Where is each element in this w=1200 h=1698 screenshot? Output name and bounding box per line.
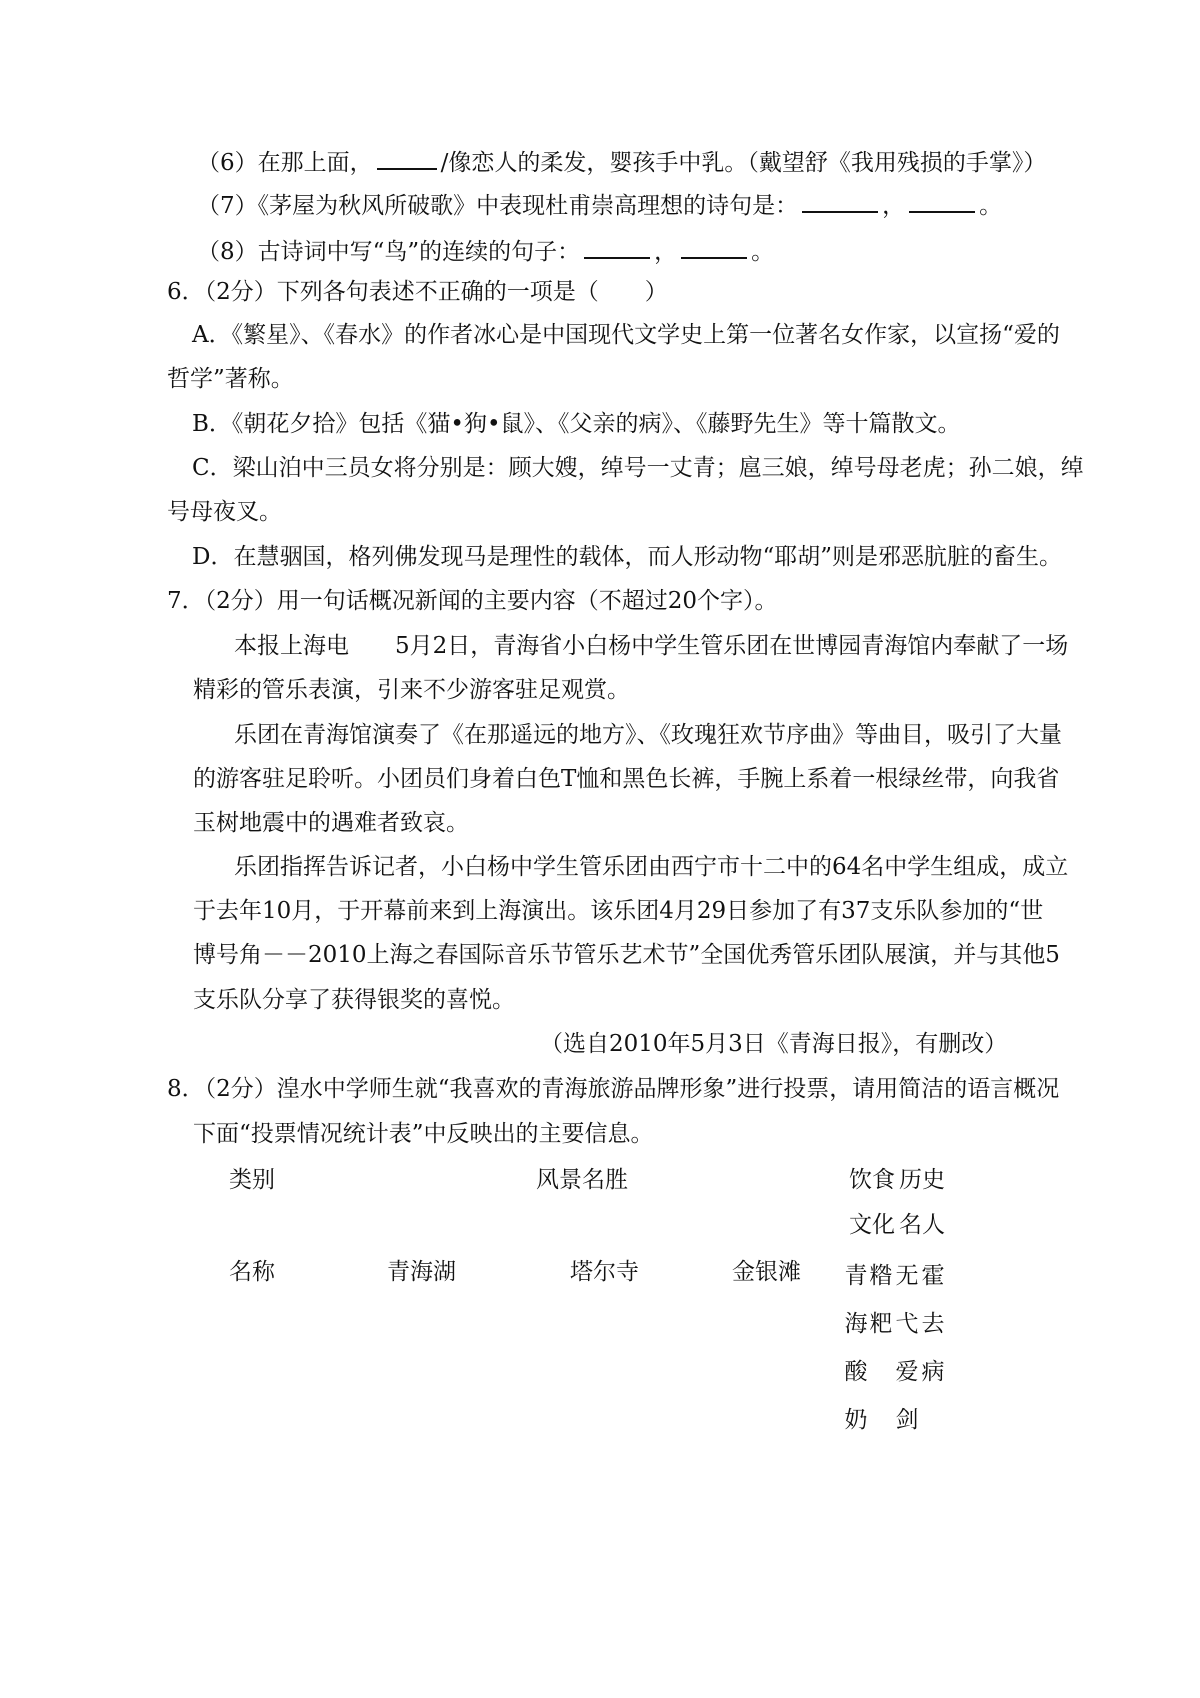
table-cell-char: 酸: [844, 1359, 868, 1385]
q6-option-c-line2: 号母夜叉。: [167, 499, 282, 525]
table-cell-food-1: [843, 1252, 869, 1444]
news-p2-line1: 乐团在青海馆演奏了《在那遥远的地方》、《玫瑰狂欢节序曲》等曲目，吸引了大量: [234, 722, 1062, 748]
table-cell-char: 弋: [895, 1311, 919, 1337]
q5-item6: [197, 146, 1046, 176]
q6-option-c-line1: C．梁山泊中三员女将分别是：顾大嫂，绰号一丈青；扈三娘，绰号母老虎；孙二娘，绰: [192, 455, 1084, 481]
table-cell-taer-temple: 塔尔寺: [570, 1259, 639, 1285]
q5-item7-pre: （7）《茅屋为秋风所破歌》中表现杜甫崇高理想的诗句是：: [197, 193, 799, 219]
table-cell-char: 海: [844, 1311, 868, 1337]
table-cell-qinghai-lake: 青海湖: [387, 1259, 456, 1285]
table-cell-char: 奶: [844, 1407, 868, 1433]
table-cell-char: 去: [921, 1311, 945, 1337]
table-cell-people-2: [920, 1252, 946, 1396]
q8-stem-line1: 8．（2分）湟水中学师生就“我喜欢的青海旅游品牌形象”进行投票，请用简洁的语言概况: [167, 1076, 1060, 1102]
news-source: （选自2010年5月3日《青海日报》，有删改）: [540, 1031, 1008, 1057]
news-p3-line4: 支乐队分享了获得银奖的喜悦。: [193, 987, 515, 1013]
table-header-food-2: 文化: [849, 1212, 895, 1238]
answer-blank[interactable]: [584, 235, 650, 259]
q6-option-b: B．《朝花夕拾》包括《猫•狗•鼠》、《父亲的病》、《藤野先生》等十篇散文。: [192, 411, 961, 437]
q5-item6-post: /像恋人的柔发，婴孩手中乳。（戴望舒《我用残损的手掌》）: [440, 150, 1047, 176]
q7-stem: 7．（2分）用一句话概况新闻的主要内容（不超过20个字）。: [167, 588, 778, 614]
table-cell-jinyintan: 金银滩: [732, 1259, 801, 1285]
table-header-people-2: 名人: [899, 1212, 945, 1238]
q5-item8-pre: （8）古诗词中写“鸟”的连续的句子：: [197, 239, 581, 265]
news-p3-line1: 乐团指挥告诉记者，小白杨中学生管乐团由西宁市十二中的64名中学生组成，成立: [234, 854, 1069, 880]
table-cell-char: 粑: [869, 1311, 893, 1337]
q6-option-d: D．在慧骃国，格列佛发现马是理性的载体，而人形动物“耶胡”则是邪恶肮脏的畜生。: [192, 544, 1062, 570]
table-cell-char: 糌: [869, 1263, 893, 1289]
table-header-food-1: 饮食: [849, 1167, 895, 1193]
q5-item7-post: 。: [979, 193, 1003, 219]
news-p2-line3: 玉树地震中的遇难者致哀。: [193, 810, 469, 836]
q5-item7: [197, 189, 1002, 219]
table-cell-char: 爱: [895, 1359, 919, 1385]
table-cell-char: 剑: [895, 1407, 919, 1433]
news-p3-line3: 博号角－－2010上海之春国际音乐节管乐艺术节”全国优秀管乐团队展演，并与其他5: [193, 942, 1060, 968]
news-p1-line2: 精彩的管乐表演，引来不少游客驻足观赏。: [193, 677, 630, 703]
table-cell-char: 无: [895, 1263, 919, 1289]
table-cell-char: 病: [921, 1359, 945, 1385]
answer-blank[interactable]: [681, 235, 747, 259]
q8-stem-line2: 下面“投票情况统计表”中反映出的主要信息。: [193, 1121, 654, 1147]
q6-stem: 6．（2分）下列各句表述不正确的一项是（ ）: [167, 279, 668, 305]
q5-item8-post: 。: [751, 239, 775, 265]
table-header-scenery: 风景名胜: [536, 1167, 628, 1193]
table-header-category: 类别: [229, 1167, 275, 1193]
q5-item7-mid: ，: [882, 193, 906, 219]
q5-item6-pre: （6）在那上面，: [197, 150, 373, 176]
news-p2-line2: 的游客驻足聆听。小团员们身着白色T恤和黑色长裤，手腕上系着一根绿丝带，向我省: [193, 766, 1060, 792]
table-cell-char: 青: [844, 1263, 868, 1289]
answer-blank[interactable]: [377, 146, 437, 170]
table-header-people-1: 历史: [899, 1167, 945, 1193]
table-cell-people-1: [894, 1252, 920, 1444]
news-p3-line2: 于去年10月，于开幕前来到上海演出。该乐团4月29日参加了有37支乐队参加的“世: [193, 898, 1044, 924]
answer-blank[interactable]: [909, 189, 975, 213]
table-cell-char: 霍: [921, 1263, 945, 1289]
table-row-label-name: 名称: [229, 1259, 275, 1285]
news-p1-line1: 本报上海电 5月2日，青海省小白杨中学生管乐团在世博园青海馆内奉献了一场: [234, 633, 1069, 659]
q5-item8-mid: ，: [654, 239, 678, 265]
q6-option-a-line2: 哲学”著称。: [167, 366, 294, 392]
table-cell-food-2: [868, 1252, 894, 1348]
answer-blank[interactable]: [802, 189, 878, 213]
q5-item8: [197, 235, 774, 265]
q6-option-a-line1: A．《繁星》、《春水》的作者冰心是中国现代文学史上第一位著名女作家，以宣扬“爱的: [192, 322, 1060, 348]
